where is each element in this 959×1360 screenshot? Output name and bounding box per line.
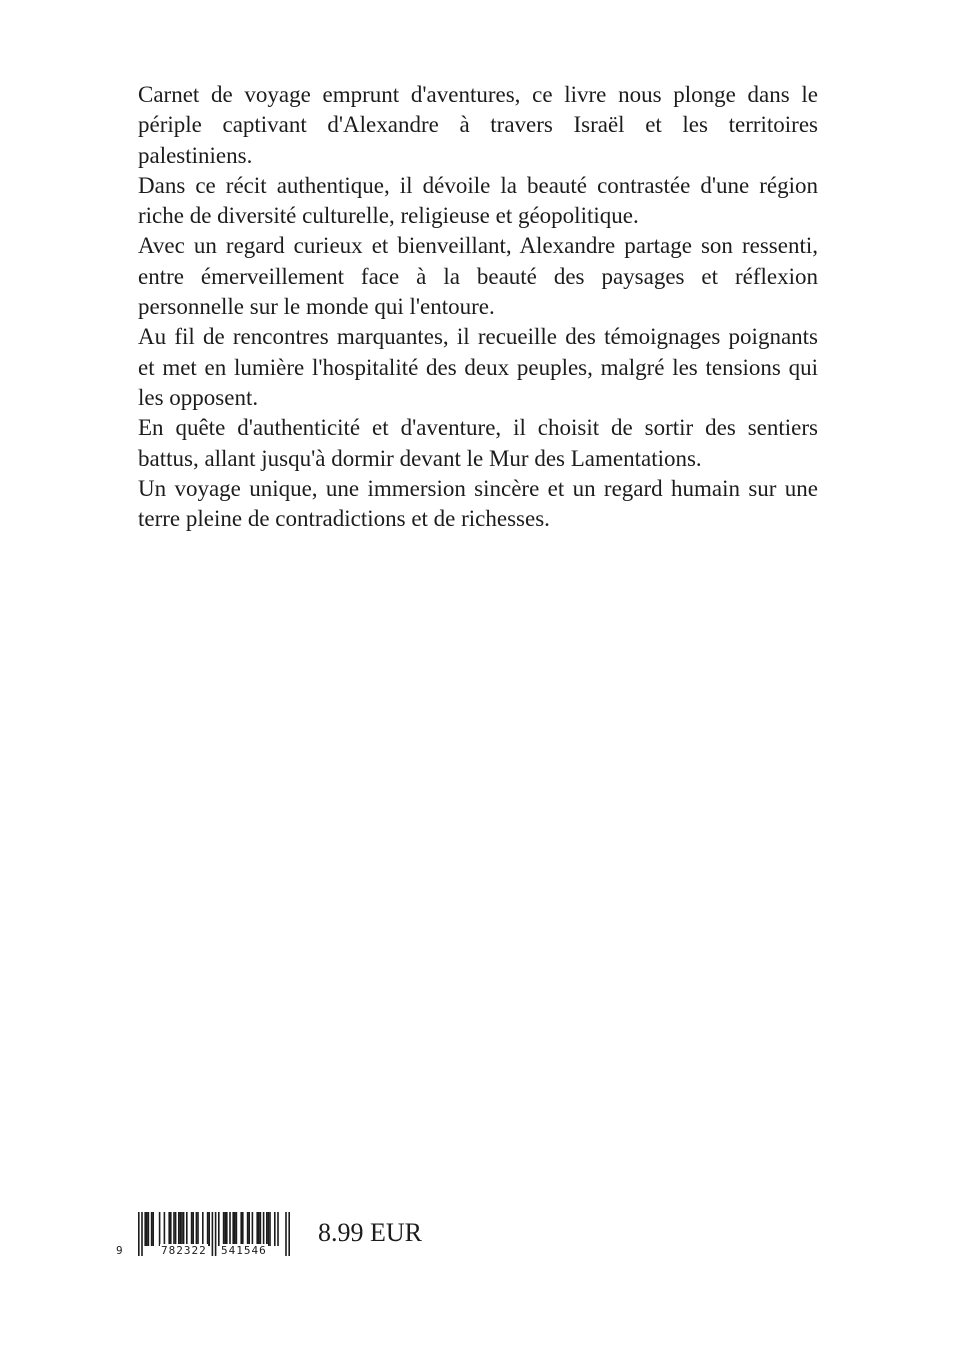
barcode-bar (248, 1212, 250, 1246)
barcode-bar (186, 1212, 188, 1246)
blurb-paragraph: Un voyage unique, une immersion sincère et un regard humain sur une terre pleine de contradictions et de richesses. (138, 475, 818, 532)
barcode-bar (247, 1212, 249, 1246)
barcode-bar (269, 1212, 271, 1246)
barcode-bar (196, 1212, 198, 1246)
barcode-bar (226, 1212, 228, 1246)
barcode-bar (146, 1212, 148, 1246)
barcode-bar (229, 1212, 231, 1246)
blurb-paragraph: Dans ce récit authentique, il dévoile la beauté contrastée d'une région riche de diversité culturelle, religieuse et géopolitique. (138, 172, 818, 229)
barcode-bar (202, 1212, 204, 1246)
barcode-bar (208, 1212, 210, 1246)
barcode-bar (234, 1212, 236, 1246)
barcode-bar (197, 1212, 199, 1246)
barcode-bar (212, 1212, 214, 1256)
barcode-bar (164, 1212, 166, 1246)
barcode-bar (288, 1212, 290, 1256)
barcode-bar (232, 1212, 234, 1246)
blurb-paragraph: Avec un regard curieux et bienveillant, Alexandre partage son ressenti, entre émerveillement face à la beauté des paysages et réflexion personnelle sur le monde qui l'entoure. (138, 233, 818, 320)
barcode-bar (192, 1212, 194, 1246)
barcode-bar (207, 1212, 209, 1246)
barcode-bar (180, 1212, 182, 1246)
barcode-bar (266, 1212, 268, 1246)
barcode-bar (277, 1212, 279, 1246)
barcode-bar (263, 1212, 265, 1246)
barcode-bar (223, 1212, 225, 1246)
blurb-paragraph: En quête d'authenticité et d'aventure, il choisit de sortir des sentiers battus, allant jusqu'à dormir devant le Mur des Lamentations. (138, 415, 818, 471)
barcode-bar (138, 1212, 140, 1256)
barcode-bar (242, 1212, 244, 1246)
barcode-bar (173, 1212, 175, 1246)
barcode-bar (168, 1212, 170, 1246)
barcode-bar (141, 1212, 143, 1256)
isbn-left-group: 782322 (161, 1244, 207, 1257)
barcode-bar (183, 1212, 185, 1246)
barcode-bar (218, 1212, 220, 1246)
barcode-bar (252, 1212, 254, 1246)
price-label: 8.99 EUR (318, 1218, 422, 1247)
barcode-bar (151, 1212, 153, 1246)
back-cover-blurb (138, 80, 818, 534)
barcode-bar (268, 1212, 270, 1246)
isbn-right-group: 541546 (221, 1244, 267, 1257)
isbn-barcode (116, 1212, 306, 1262)
barcode-bar (256, 1212, 258, 1246)
barcode-bar (258, 1212, 260, 1246)
barcode-bar (148, 1212, 150, 1246)
isbn-first-digit: 9 (116, 1244, 123, 1257)
barcode-bar (236, 1212, 238, 1246)
barcode-bar (152, 1212, 154, 1246)
barcode-bar (144, 1212, 146, 1246)
barcode-bar (240, 1212, 242, 1246)
barcode-bar (170, 1212, 172, 1246)
barcode-bar (181, 1212, 183, 1246)
barcode-bar (285, 1212, 287, 1256)
blurb-paragraph: Au fil de rencontres marquantes, il recueille des témoignages poignants et met en lumière l'hospitalité des deux peuples, malgré les tensions qui les opposent. (138, 324, 818, 410)
barcode-bar (178, 1212, 180, 1246)
blurb-paragraph: Carnet de voyage emprunt d'aventures, ce livre nous plonge dans le périple captivant d'Alexandre à travers Israël et les territoires palestiniens. (138, 82, 818, 168)
barcode-bar (191, 1212, 193, 1246)
barcode-bar (215, 1212, 217, 1256)
barcode-bar (159, 1212, 161, 1246)
barcode-bar (175, 1212, 177, 1246)
barcode-bar (260, 1212, 262, 1246)
barcode-bar (274, 1212, 276, 1246)
barcode-bar (224, 1212, 226, 1246)
